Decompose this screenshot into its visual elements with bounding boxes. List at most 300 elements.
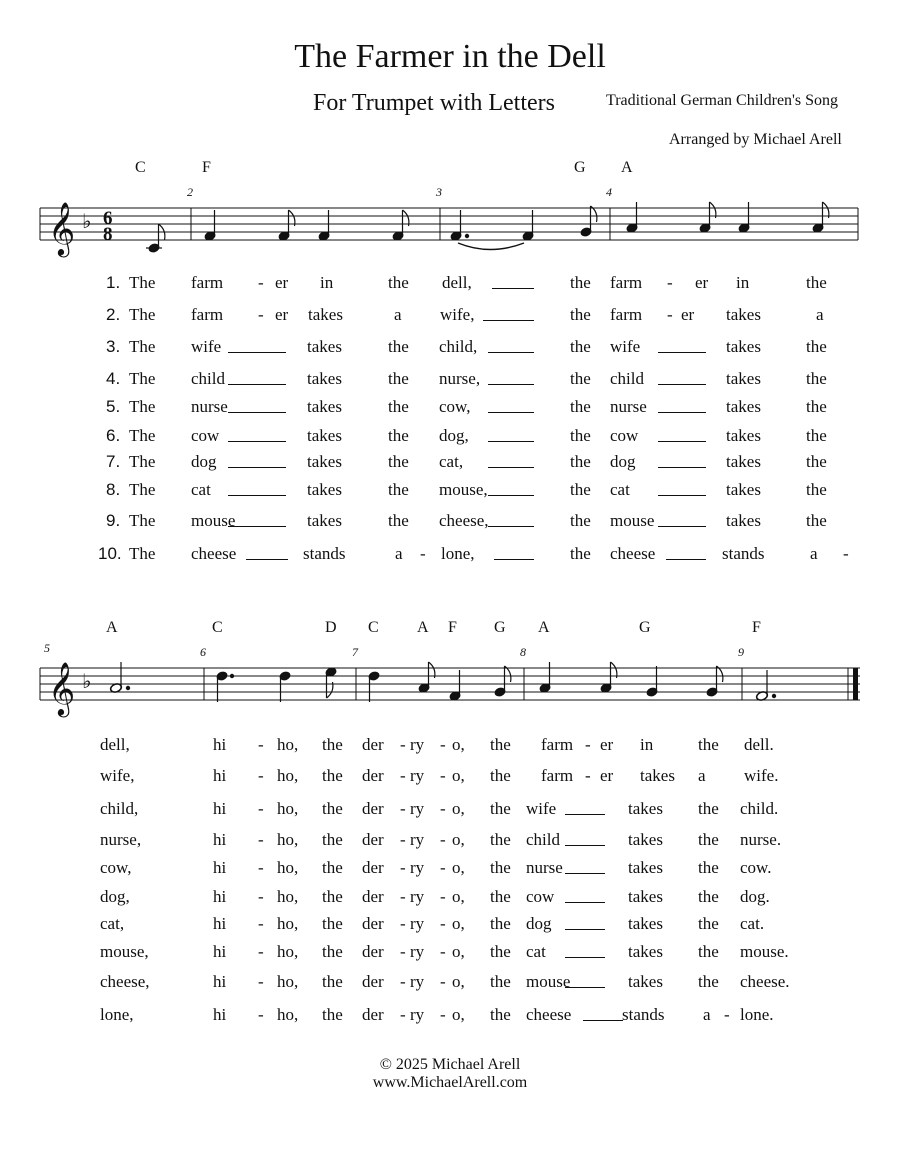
lyric-syllable: cat, [100, 914, 125, 933]
lyric-syllable: the [698, 914, 719, 933]
lyric-syllable: farm [610, 305, 643, 324]
lyric-extender [565, 873, 605, 874]
lyric-syllable: mouse [191, 511, 236, 530]
lyric-syllable: takes [307, 369, 342, 388]
lyric-syllable: the [388, 480, 409, 499]
song-subtitle: For Trumpet with Letters [313, 90, 556, 116]
lyric-syllable: in [640, 735, 654, 754]
lyric-syllable: lone, [441, 544, 475, 563]
lyric-syllable: mouse [526, 972, 571, 991]
lyric-syllable: the [570, 511, 591, 530]
lyric-syllable: o, [452, 887, 465, 906]
arranger-credit: Arranged by Michael Arell [669, 131, 842, 148]
lyric-syllable: cat [526, 942, 546, 961]
lyric-syllable: a [394, 305, 402, 324]
lyric-syllable: the [490, 858, 511, 877]
lyric-syllable: cheese [526, 1005, 572, 1024]
lyric-syllable: nurse. [740, 830, 782, 849]
lyric-extender [658, 495, 706, 496]
lyric-syllable: takes [726, 337, 761, 356]
lyric-syllable: takes [628, 914, 663, 933]
lyric-syllable: stands [622, 1005, 665, 1024]
lyric-syllable: child, [100, 799, 139, 818]
lyric-syllable: dell. [744, 735, 774, 754]
lyric-syllable: mouse, [100, 942, 149, 961]
lyric-syllable: - [585, 735, 591, 754]
staff-system-2 [0, 640, 900, 730]
lyric-syllable: mouse [610, 511, 655, 530]
lyric-syllable: dog [191, 452, 217, 471]
lyric-extender [565, 987, 605, 988]
lyric-syllable: er [275, 273, 289, 292]
lyric-syllable: the [322, 858, 343, 877]
lyric-syllable: cheese, [100, 972, 150, 991]
lyric-syllable: - [400, 914, 406, 933]
lyric-syllable: - [258, 305, 264, 324]
lyric-extender [228, 412, 286, 413]
lyric-syllable: - [258, 972, 264, 991]
chord-symbol: G [494, 619, 506, 636]
measure-number: 4 [606, 185, 612, 199]
lyric-syllable: ry [410, 972, 425, 991]
verse-number: 9. [106, 511, 121, 530]
lyric-syllable: ho, [277, 887, 299, 906]
treble-clef-icon: 𝄞 [48, 661, 76, 715]
staff-system-1 [0, 180, 900, 270]
chord-symbol: C [368, 619, 379, 636]
lyric-syllable: takes [726, 369, 761, 388]
lyric-syllable: takes [307, 511, 342, 530]
lyric-syllable: in [736, 273, 750, 292]
verse-number: 5. [106, 397, 121, 416]
lyric-syllable: dog, [100, 887, 130, 906]
chord-symbol: A [417, 619, 429, 636]
lyric-syllable: - [585, 766, 591, 785]
lyric-syllable: stands [722, 544, 765, 563]
lyric-syllable: cheese [610, 544, 656, 563]
lyric-syllable: - [440, 914, 446, 933]
lyric-syllable: ho, [277, 766, 299, 785]
lyric-syllable: the [806, 452, 827, 471]
lyric-syllable: o, [452, 942, 465, 961]
lyric-syllable: stands [303, 544, 346, 563]
lyric-syllable: the [322, 942, 343, 961]
measure-number: 9 [738, 645, 744, 659]
lyric-syllable: the [806, 397, 827, 416]
lyric-syllable: cow, [100, 858, 132, 877]
lyric-syllable: o, [452, 972, 465, 991]
lyric-syllable: farm [610, 273, 643, 292]
lyric-syllable: takes [307, 480, 342, 499]
lyric-extender [565, 814, 605, 815]
chord-symbol: F [752, 619, 761, 636]
lyric-syllable: der [362, 735, 384, 754]
lyric-syllable: lone. [740, 1005, 774, 1024]
measure-number: 7 [352, 645, 358, 659]
lyric-syllable: ry [410, 942, 425, 961]
chord-symbol: A [621, 159, 633, 176]
lyric-extender [658, 412, 706, 413]
lyric-syllable: - [400, 735, 406, 754]
lyric-syllable: a [816, 305, 824, 324]
lyric-syllable: dog, [439, 426, 469, 445]
lyric-syllable: The [129, 369, 156, 388]
chord-symbol: C [135, 159, 146, 176]
lyric-syllable: farm [191, 273, 224, 292]
lyric-syllable: the [490, 972, 511, 991]
lyric-syllable: takes [628, 942, 663, 961]
lyric-syllable: The [129, 273, 156, 292]
lyric-syllable: the [698, 858, 719, 877]
lyric-syllable: - [400, 887, 406, 906]
chord-symbol: F [202, 159, 211, 176]
lyric-syllable: the [490, 830, 511, 849]
lyric-syllable: - [258, 858, 264, 877]
lyric-syllable: der [362, 972, 384, 991]
verse-number: 4. [106, 369, 121, 388]
lyric-syllable: ho, [277, 799, 299, 818]
lyric-syllable: takes [726, 511, 761, 530]
lyric-extender [658, 526, 706, 527]
lyric-syllable: - [258, 799, 264, 818]
measure-number: 6 [200, 645, 206, 659]
lyric-syllable: hi [213, 830, 227, 849]
lyric-syllable: takes [307, 426, 342, 445]
composer-credit: Traditional German Children's Song [606, 92, 839, 109]
lyric-syllable: cat. [740, 914, 765, 933]
lyric-syllable: der [362, 1005, 384, 1024]
lyric-syllable: child [610, 369, 644, 388]
lyric-syllable: cat, [439, 452, 464, 471]
lyric-syllable: the [570, 337, 591, 356]
lyric-syllable: er [600, 735, 614, 754]
lyric-syllable: der [362, 887, 384, 906]
lyric-syllable: the [806, 337, 827, 356]
lyric-syllable: the [698, 830, 719, 849]
lyric-syllable: the [698, 972, 719, 991]
lyric-extender [492, 288, 534, 289]
lyric-syllable: the [388, 273, 409, 292]
lyric-syllable: child, [439, 337, 478, 356]
lyric-syllable: the [322, 766, 343, 785]
lyric-syllable: - [440, 735, 446, 754]
lyric-syllable: cow, [439, 397, 471, 416]
lyric-syllable: takes [726, 452, 761, 471]
lyric-syllable: the [570, 452, 591, 471]
lyric-syllable: the [570, 305, 591, 324]
lyric-syllable: - [400, 799, 406, 818]
lyric-extender [228, 384, 286, 385]
lyric-syllable: dog [610, 452, 636, 471]
lyric-syllable: mouse. [740, 942, 789, 961]
lyric-syllable: the [698, 799, 719, 818]
lyric-syllable: - [400, 972, 406, 991]
lyric-syllable: cat [610, 480, 630, 499]
lyric-syllable: ry [410, 887, 425, 906]
lyric-syllable: o, [452, 799, 465, 818]
lyric-syllable: takes [628, 972, 663, 991]
lyric-syllable: the [806, 511, 827, 530]
lyric-syllable: hi [213, 858, 227, 877]
chord-symbol: D [325, 619, 337, 636]
lyric-syllable: dog [526, 914, 552, 933]
lyric-syllable: farm [191, 305, 224, 324]
lyric-extender [565, 957, 605, 958]
chord-symbol: C [212, 619, 223, 636]
lyric-syllable: the [388, 337, 409, 356]
lyric-syllable: - [440, 766, 446, 785]
lyric-syllable: wife, [100, 766, 135, 785]
lyric-syllable: dell, [442, 273, 472, 292]
lyric-syllable: - [400, 830, 406, 849]
lyric-syllable: takes [307, 452, 342, 471]
lyric-syllable: cat [191, 480, 211, 499]
lyric-syllable: cheese. [740, 972, 790, 991]
lyric-syllable: the [806, 273, 827, 292]
lyric-syllable: takes [726, 305, 761, 324]
lyric-extender [658, 384, 706, 385]
lyric-extender [488, 352, 534, 353]
lyric-syllable: er [275, 305, 289, 324]
lyric-syllable: der [362, 830, 384, 849]
lyric-syllable: the [570, 480, 591, 499]
lyric-syllable: - [400, 942, 406, 961]
lyric-syllable: wife [526, 799, 557, 818]
lyric-syllable: the [490, 914, 511, 933]
lyric-syllable: takes [307, 337, 342, 356]
lyric-syllable: cheese [191, 544, 237, 563]
lyric-syllable: - [440, 1005, 446, 1024]
lyric-syllable: takes [726, 397, 761, 416]
lyric-syllable: - [400, 1005, 406, 1024]
lyric-syllable: - [400, 858, 406, 877]
lyric-syllable: a [810, 544, 818, 563]
lyric-extender [488, 441, 534, 442]
lyric-extender [658, 441, 706, 442]
lyric-syllable: takes [628, 858, 663, 877]
lyric-syllable: nurse [191, 397, 228, 416]
lyric-syllable: ho, [277, 735, 299, 754]
lyric-syllable: cow [191, 426, 220, 445]
lyric-syllable: the [490, 942, 511, 961]
lyric-syllable: cow [526, 887, 555, 906]
lyric-syllable: nurse [610, 397, 647, 416]
lyric-syllable: mouse, [439, 480, 488, 499]
lyric-extender [666, 559, 706, 560]
lyric-syllable: hi [213, 1005, 227, 1024]
lyric-syllable: ho, [277, 942, 299, 961]
lyric-extender [488, 467, 534, 468]
lyric-syllable: the [490, 766, 511, 785]
lyric-extender [246, 559, 288, 560]
lyric-syllable: ry [410, 766, 425, 785]
lyric-extender [228, 495, 286, 496]
verse-number: 2. [106, 305, 121, 324]
lyric-syllable: the [388, 369, 409, 388]
lyric-syllable: - [843, 544, 849, 563]
lyric-syllable: the [806, 369, 827, 388]
lyric-syllable: - [258, 1005, 264, 1024]
flat-key-signature-icon: ♭ [82, 669, 92, 693]
lyric-syllable: ry [410, 799, 425, 818]
lyric-extender [494, 559, 534, 560]
lyric-syllable: ry [410, 858, 425, 877]
lyric-syllable: - [440, 858, 446, 877]
lyric-syllable: takes [628, 887, 663, 906]
lyric-syllable: o, [452, 735, 465, 754]
measure-number: 5 [44, 641, 50, 655]
lyric-syllable: child. [740, 799, 779, 818]
lyric-extender [488, 384, 534, 385]
lyric-syllable: the [388, 511, 409, 530]
lyric-syllable: hi [213, 887, 227, 906]
lyric-syllable: - [667, 273, 673, 292]
lyric-syllable: lone, [100, 1005, 134, 1024]
lyric-syllable: er [600, 766, 614, 785]
time-signature-top: 6 [103, 208, 113, 229]
lyric-syllable: the [322, 735, 343, 754]
lyric-syllable: ry [410, 735, 425, 754]
lyric-syllable: takes [628, 830, 663, 849]
lyric-syllable: - [258, 735, 264, 754]
lyric-syllable: cow. [740, 858, 772, 877]
lyric-syllable: farm [541, 766, 574, 785]
lyric-syllable: takes [640, 766, 675, 785]
verse-number: 1. [106, 273, 121, 292]
lyric-syllable: ry [410, 830, 425, 849]
lyric-syllable: the [322, 914, 343, 933]
lyric-syllable: The [129, 426, 156, 445]
lyric-syllable: a [703, 1005, 711, 1024]
lyric-syllable: takes [726, 480, 761, 499]
lyric-extender [658, 352, 706, 353]
verse-number: 8. [106, 480, 121, 499]
lyric-syllable: The [129, 480, 156, 499]
lyric-syllable: the [490, 799, 511, 818]
lyric-syllable: The [129, 452, 156, 471]
lyric-extender [228, 352, 286, 353]
lyric-syllable: nurse, [439, 369, 481, 388]
lyric-syllable: The [129, 511, 156, 530]
lyric-syllable: - [258, 273, 264, 292]
lyric-syllable: ho, [277, 858, 299, 877]
lyric-syllable: ho, [277, 1005, 299, 1024]
lyric-syllable: der [362, 942, 384, 961]
lyric-syllable: the [570, 544, 591, 563]
lyric-syllable: farm [541, 735, 574, 754]
lyric-syllable: the [698, 942, 719, 961]
lyric-extender [228, 441, 286, 442]
lyric-syllable: the [388, 452, 409, 471]
measure-number: 8 [520, 645, 526, 659]
lyric-syllable: - [440, 887, 446, 906]
time-signature-bottom: 8 [103, 224, 113, 245]
lyric-syllable: a [698, 766, 706, 785]
lyric-syllable: ry [410, 1005, 425, 1024]
lyric-syllable: ho, [277, 972, 299, 991]
lyric-extender [658, 467, 706, 468]
lyric-syllable: - [440, 972, 446, 991]
lyric-extender [488, 412, 534, 413]
lyric-syllable: child [191, 369, 225, 388]
lyric-syllable: o, [452, 1005, 465, 1024]
lyric-syllable: The [129, 397, 156, 416]
lyric-syllable: hi [213, 972, 227, 991]
lyric-syllable: child [526, 830, 560, 849]
lyric-syllable: der [362, 799, 384, 818]
lyric-syllable: takes [308, 305, 343, 324]
lyric-syllable: the [322, 887, 343, 906]
lyric-extender [228, 467, 286, 468]
lyric-extender [228, 526, 286, 527]
lyric-syllable: the [698, 887, 719, 906]
chord-symbol: A [106, 619, 118, 636]
lyric-syllable: takes [726, 426, 761, 445]
lyric-syllable: o, [452, 766, 465, 785]
lyric-syllable: o, [452, 914, 465, 933]
lyric-syllable: der [362, 914, 384, 933]
lyric-syllable: the [490, 1005, 511, 1024]
lyric-syllable: ho, [277, 914, 299, 933]
lyric-syllable: the [388, 397, 409, 416]
lyric-syllable: the [322, 830, 343, 849]
lyric-syllable: the [322, 1005, 343, 1024]
lyric-extender [483, 320, 534, 321]
lyric-syllable: The [129, 337, 156, 356]
lyric-syllable: the [806, 426, 827, 445]
lyric-syllable: takes [307, 397, 342, 416]
lyric-syllable: the [388, 426, 409, 445]
lyric-syllable: - [258, 914, 264, 933]
chord-symbol: F [448, 619, 457, 636]
lyric-syllable: takes [628, 799, 663, 818]
lyric-syllable: hi [213, 799, 227, 818]
lyric-syllable: dog. [740, 887, 770, 906]
website-link: www.MichaelArell.com [372, 1074, 528, 1091]
measure-number: 3 [436, 185, 442, 199]
lyric-syllable: - [440, 830, 446, 849]
lyric-syllable: hi [213, 914, 227, 933]
chord-symbol: A [538, 619, 550, 636]
lyric-syllable: dell, [100, 735, 130, 754]
lyric-syllable: der [362, 766, 384, 785]
lyric-syllable: hi [213, 766, 227, 785]
lyric-syllable: hi [213, 735, 227, 754]
lyric-syllable: the [698, 735, 719, 754]
lyric-syllable: - [667, 305, 673, 324]
lyric-syllable: nurse [526, 858, 563, 877]
copyright-notice: © 2025 Michael Arell [379, 1056, 521, 1073]
measure-number: 2 [187, 185, 193, 199]
lyric-syllable: cow [610, 426, 639, 445]
lyric-syllable: the [570, 369, 591, 388]
lyric-syllable: wife, [440, 305, 475, 324]
lyric-syllable: - [400, 766, 406, 785]
final-barline-icon [853, 668, 858, 700]
lyric-syllable: hi [213, 942, 227, 961]
lyric-syllable: - [258, 887, 264, 906]
lyric-syllable: o, [452, 858, 465, 877]
treble-clef-icon: 𝄞 [48, 201, 76, 255]
chord-symbol: G [574, 159, 586, 176]
lyric-syllable: cheese, [439, 511, 489, 530]
lyric-syllable: er [681, 305, 695, 324]
flat-key-signature-icon: ♭ [82, 209, 92, 233]
lyric-syllable: - [724, 1005, 730, 1024]
lyric-syllable: the [490, 887, 511, 906]
lyric-syllable: the [490, 735, 511, 754]
lyric-syllable: - [440, 799, 446, 818]
